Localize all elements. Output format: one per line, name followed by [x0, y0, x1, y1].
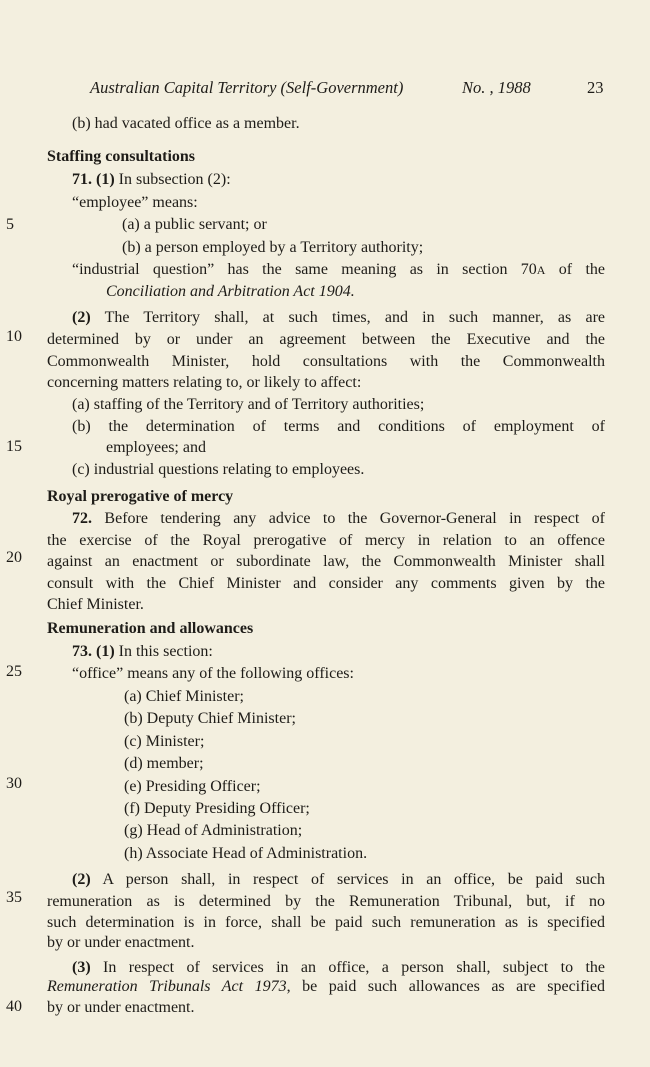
office-item: (f) Deputy Presiding Officer; [124, 800, 310, 817]
page-number: 23 [587, 78, 604, 97]
subsection-label: (2) [72, 309, 91, 326]
line-number: 35 [6, 889, 22, 906]
subsection-2-line: concerning matters relating to, or likely to affect: [47, 374, 362, 391]
section-suffix: A [536, 263, 546, 277]
header-title: Australian Capital Territory (Self-Government) [90, 78, 404, 97]
act-title: Remuneration Tribunals Act 1973 [47, 978, 287, 995]
subsection-2-line [72, 869, 605, 891]
line-number: 20 [6, 549, 22, 566]
subsection-text: , be paid such allowances as are specified [286, 978, 605, 995]
section-text: Before tendering any advice to the Governor-General in respect of [104, 510, 606, 527]
subsection-text: The Territory shall, at such times, and in such manner, as are [104, 309, 606, 326]
section-72-line: Chief Minister. [47, 596, 144, 613]
section-71-subsection-1 [72, 169, 231, 191]
section-number: 73. [72, 643, 92, 660]
subsection-3-line: by or under enactment. [47, 999, 195, 1016]
office-item: (g) Head of Administration; [124, 822, 303, 839]
list-item-continuation: employees; and [106, 439, 206, 456]
subsection-label: (1) [96, 171, 115, 188]
office-item: (a) Chief Minister; [124, 688, 244, 705]
subsection-label: (1) [96, 643, 115, 660]
section-71-heading: Staffing consultations [47, 148, 196, 165]
definition-employee: “employee” means: [72, 194, 198, 211]
subsection-text: A person shall, in respect of services in an office, be paid such [102, 871, 605, 888]
office-item: (e) Presiding Officer; [124, 778, 261, 795]
subsection-text: In this section: [118, 643, 213, 660]
section-72-line: the exercise of the Royal prerogative of mercy in relation to an offence [47, 532, 605, 549]
office-item: (c) Minister; [124, 733, 205, 750]
subsection-2-line: determined by or under an agreement between the Executive and the [47, 331, 605, 348]
subsection-text: In respect of services in an office, a person shall, subject to the [103, 959, 606, 976]
list-item: (b) the determination of terms and conditions of employment of [72, 418, 605, 435]
page-header [0, 76, 650, 100]
section-number: 72. [72, 510, 92, 527]
section-72-heading: Royal prerogative of mercy [47, 488, 234, 505]
definition-text: “industrial question” has the same meaning as in section 70 [72, 261, 537, 278]
definition-item: (b) a person employed by a Territory authority; [122, 239, 424, 256]
definition-industrial-question [72, 259, 605, 281]
section-number: 71. [72, 171, 92, 188]
list-item: (a) staffing of the Territory and of Territory authorities; [72, 396, 425, 413]
section-72-line: consult with the Chief Minister and consider any comments given by the [47, 575, 605, 592]
section-72-line: against an enactment or subordinate law, the Commonwealth Minister shall [47, 553, 605, 570]
subsection-2-line: by or under enactment. [47, 934, 195, 951]
line-number: 40 [6, 998, 22, 1015]
line-number: 30 [6, 775, 22, 792]
section-72-line [72, 508, 605, 530]
line-number: 10 [6, 328, 22, 345]
office-item: (b) Deputy Chief Minister; [124, 710, 296, 727]
line-number: 15 [6, 438, 22, 455]
definition-text-end: of the [545, 261, 606, 278]
header-act-number: No. , 1988 [462, 78, 531, 97]
line-number: 25 [6, 663, 22, 680]
intro-line: (b) had vacated office as a member. [72, 115, 300, 132]
subsection-2-line: remuneration as is determined by the Remuneration Tribunal, but, if no [47, 893, 605, 910]
subsection-2-line: such determination is in force, shall be paid such remuneration as is specified [47, 914, 605, 931]
subsection-label: (2) [72, 871, 91, 888]
subsection-label: (3) [72, 959, 91, 976]
office-item: (h) Associate Head of Administration. [124, 845, 368, 862]
subsection-3-line [47, 976, 605, 998]
section-73-heading: Remuneration and allowances [47, 620, 254, 637]
subsection-text: In subsection (2): [118, 171, 231, 188]
line-number: 5 [6, 216, 14, 233]
act-title: Conciliation and Arbitration Act 1904. [106, 283, 355, 300]
definition-item: (a) a public servant; or [122, 216, 267, 233]
section-73-subsection-1 [72, 641, 213, 663]
office-item: (d) member; [124, 755, 204, 772]
definition-office: “office” means any of the following offices: [72, 665, 354, 682]
subsection-2-line [72, 307, 605, 329]
subsection-2-line: Commonwealth Minister, hold consultations with the Commonwealth [47, 353, 605, 370]
list-item: (c) industrial questions relating to employees. [72, 461, 365, 478]
